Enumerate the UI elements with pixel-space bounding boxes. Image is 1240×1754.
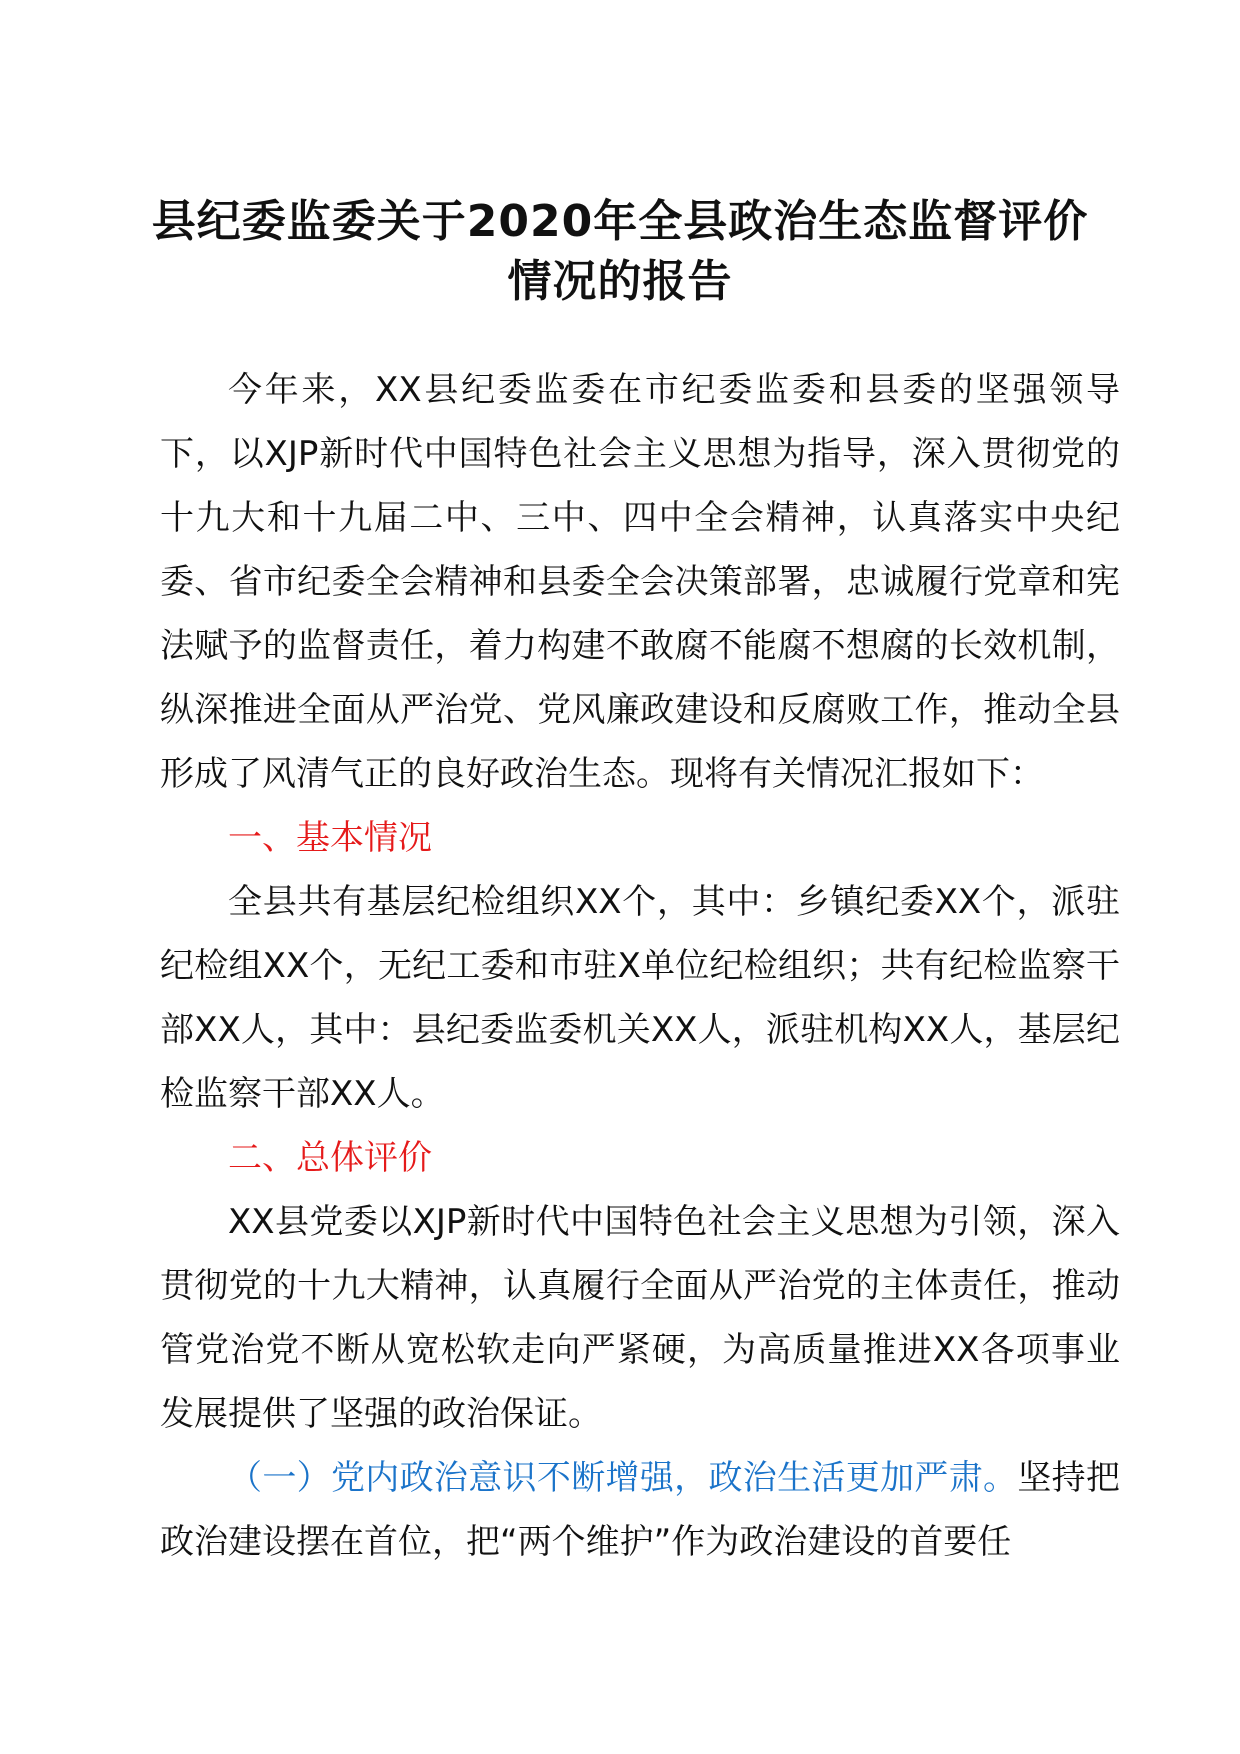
document-body [160, 358, 1120, 1574]
section-overall-evaluation-paragraph: XX县党委以XJP新时代中国特色社会主义思想为引领，深入贯彻党的十九大精神，认真履行全面从严治党的主体责任，推动管党治党不断从宽松软走向严紧硬，为高质量推进XX各项事业发展提供了坚强的政治保证。 [160, 1202, 1120, 1434]
subsection-heading: （一）党内政治意识不断增强，政治生活更加严肃。 [228, 1458, 1018, 1498]
section-basic-situation-paragraph: 全县共有基层纪检组织XX个，其中：乡镇纪委XX个，派驻纪检组XX个，无纪工委和市驻X单位纪检组织；共有纪检监察干部XX人，其中：县纪委监委机关XX人，派驻机构XX人，基层纪检监察干部XX人。 [160, 882, 1120, 1114]
document-title: 县纪委监委关于2020年全县政治生态监督评价情况的报告 [151, 196, 1089, 307]
subsection-text: 坚持把政治建设摆在首位，把“两个维护”作为政治建设的首要任 [160, 1458, 1120, 1562]
subsection-paragraph [160, 1446, 1120, 1574]
section-heading-basic-situation: 一、基本情况 [228, 818, 432, 858]
intro-paragraph: 今年来，XX县纪委监委在市纪委监委和县委的坚强领导下，以XJP新时代中国特色社会主义思想为指导，深入贯彻党的十九大和十九届二中、三中、四中全会精神，认真落实中央纪委、省市纪委全会精神和县委全会决策部署，忠诚履行党章和宪法赋予的监督责任，着力构建不敢腐不能腐不想腐的长效机制，纵深推进全面从严治党、党风廉政建设和反腐败工作，推动全县形成了风清气正的良好政治生态。现将有关情况汇报如下： [160, 370, 1120, 794]
section-heading-overall-evaluation: 二、总体评价 [228, 1138, 432, 1178]
